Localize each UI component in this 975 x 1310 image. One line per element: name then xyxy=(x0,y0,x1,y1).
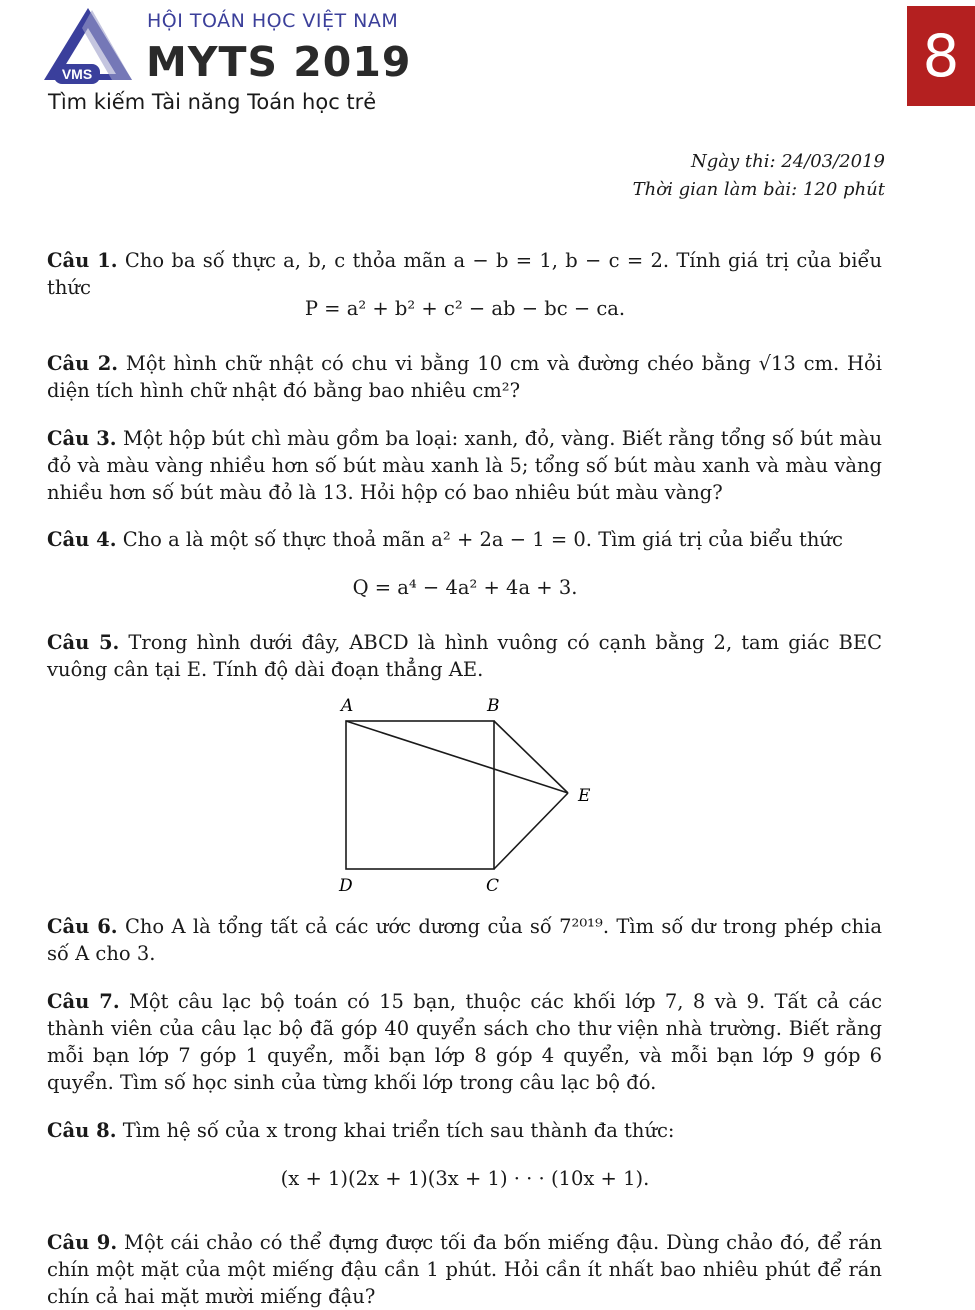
question-text: Cho A là tổng tất cả các ước dương của số 7²⁰¹⁹. Tìm số dư trong phép chia số A cho 3. xyxy=(47,915,882,965)
grade-badge: 8 xyxy=(907,6,975,106)
question-label: Câu 5. xyxy=(47,631,120,654)
question-9 xyxy=(47,1229,882,1310)
question-text: Cho a là một số thực thoả mãn a² + 2a − 1 = 0. Tìm giá trị của biểu thức xyxy=(122,528,843,551)
question-3 xyxy=(47,425,882,506)
question-2 xyxy=(47,350,882,404)
question-label: Câu 1. xyxy=(47,249,118,272)
question-6 xyxy=(47,913,882,967)
question-text: Một hình chữ nhật có chu vi bằng 10 cm và đường chéo bằng √13 cm. Hỏi diện tích hình chữ nhật đó bằng bao nhiêu cm²? xyxy=(47,352,882,402)
question-label: Câu 6. xyxy=(47,915,118,938)
formula-product: (x + 1)(2x + 1)(3x + 1) · · · (10x + 1). xyxy=(280,1167,650,1190)
question-5 xyxy=(47,629,882,683)
geometry-figure xyxy=(330,695,600,900)
question-label: Câu 7. xyxy=(47,990,120,1013)
question-7 xyxy=(47,988,882,1096)
label-d: D xyxy=(339,876,353,896)
question-text: Trong hình dưới đây, ABCD là hình vuông có cạnh bằng 2, tam giác BEC vuông cân tại E. Tính độ dài đoạn thẳng AE. xyxy=(47,631,882,681)
question-label: Câu 4. xyxy=(47,528,117,551)
segment-ae xyxy=(346,721,568,793)
label-c: C xyxy=(486,876,500,896)
question-label: Câu 3. xyxy=(47,427,117,450)
square-abcd xyxy=(346,721,494,869)
question-text: Một cái chảo có thể đựng được tối đa bốn miếng đậu. Dùng chảo đó, để rán chín một mặt của một miếng đậu cần 1 phút. Hỏi cần ít nhất bao nhiêu phút để rán chín cả hai mặt mười miếng đậu? xyxy=(47,1231,883,1308)
formula-q: Q = a⁴ − 4a² + 4a + 3. xyxy=(352,576,578,599)
question-8 xyxy=(47,1117,882,1144)
label-a: A xyxy=(341,696,354,716)
question-text: Cho ba số thực a, b, c thỏa mãn a − b = 1, b − c = 2. Tính giá trị của biểu thức xyxy=(47,249,882,299)
label-e: E xyxy=(578,786,591,806)
logo-text: VMS xyxy=(61,66,93,82)
formula-p: P = a² + b² + c² − ab − bc − ca. xyxy=(304,297,626,320)
exam-duration: Thời gian làm bài: 120 phút xyxy=(632,179,885,200)
brand-title: MYTS 2019 xyxy=(146,38,412,86)
question-text: Một hộp bút chì màu gồm ba loại: xanh, đỏ, vàng. Biết rằng tổng số bút màu đỏ và màu vàng nhiều hơn số bút màu xanh là 5; tổng số bút màu xanh và màu vàng nhiều hơn số bút màu đỏ là 13. Hỏi hộp có bao nhiêu bút màu vàng? xyxy=(47,427,883,504)
question-1 xyxy=(47,247,882,301)
tagline: Tìm kiếm Tài năng Toán học trẻ xyxy=(48,90,377,114)
exam-date: Ngày thi: 24/03/2019 xyxy=(690,151,885,172)
vms-logo xyxy=(42,6,134,86)
question-label: Câu 8. xyxy=(47,1119,117,1142)
question-text: Tìm hệ số của x trong khai triển tích sau thành đa thức: xyxy=(122,1119,675,1142)
question-label: Câu 2. xyxy=(47,352,119,375)
question-text: Một câu lạc bộ toán có 15 bạn, thuộc các khối lớp 7, 8 và 9. Tất cả các thành viên của câu lạc bộ đã góp 40 quyển sách cho thư viện nhà trường. Biết rằng mỗi bạn lớp 7 góp 1 quyển, mỗi bạn lớp 8 góp 4 quyển, và mỗi bạn lớp 9 góp 6 quyển. Tìm số học sinh của từng khối lớp trong câu lạc bộ đó. xyxy=(47,990,882,1094)
organization-name: HỘI TOÁN HỌC VIỆT NAM xyxy=(147,10,399,32)
segment-be xyxy=(494,721,568,793)
label-b: B xyxy=(487,696,500,716)
question-4 xyxy=(47,526,882,553)
segment-ce xyxy=(494,793,568,869)
question-label: Câu 9. xyxy=(47,1231,118,1254)
